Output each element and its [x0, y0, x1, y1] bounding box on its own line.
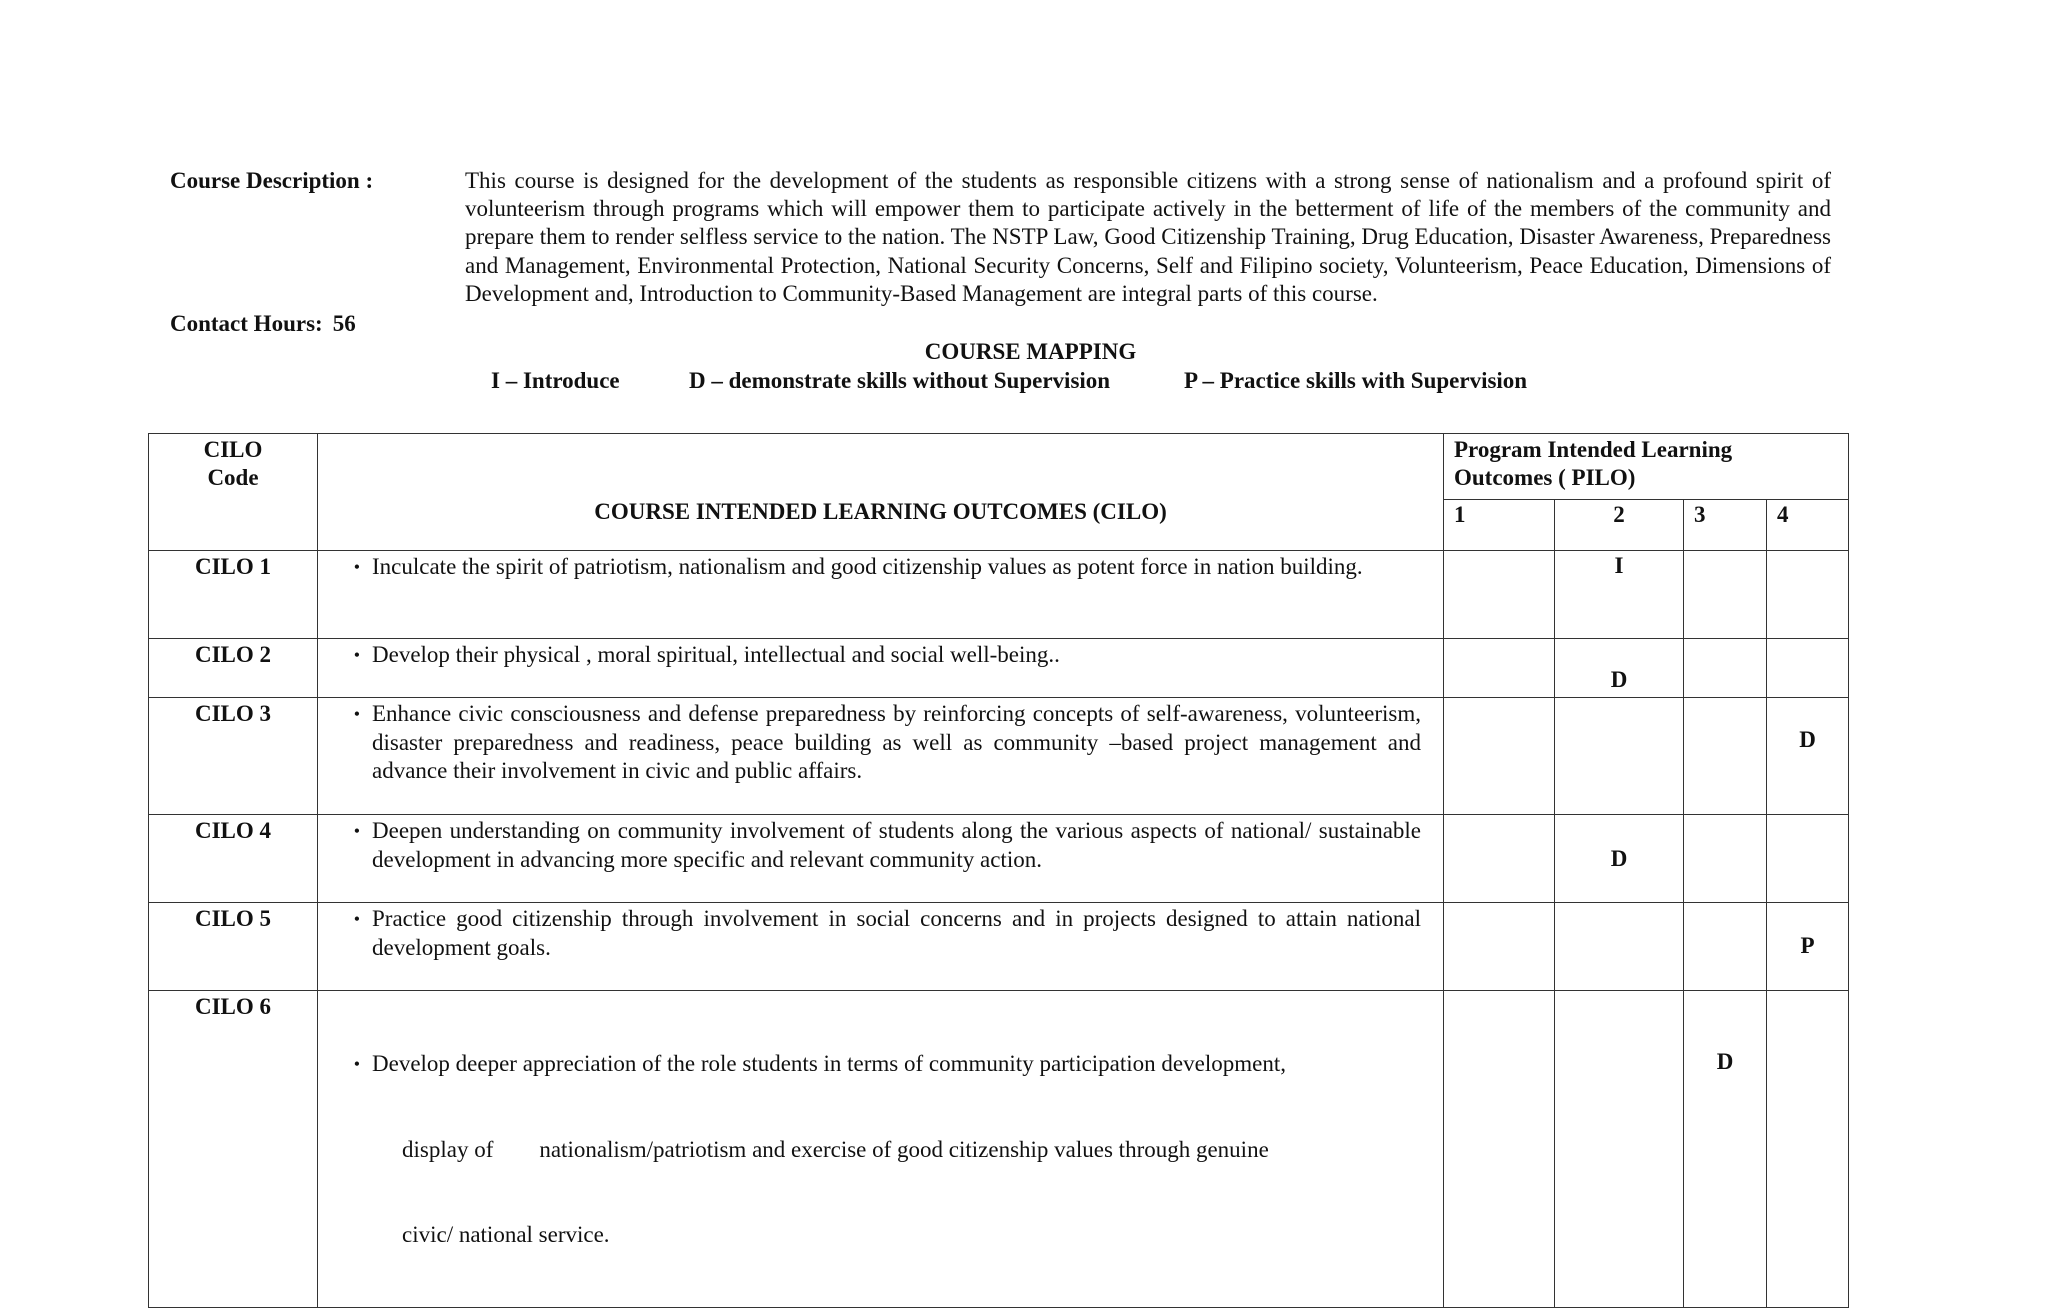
course-description-label: Course Description :	[170, 168, 374, 193]
pilo-mark	[1555, 639, 1684, 698]
pilo-mark	[1555, 698, 1684, 815]
bullet-icon: •	[353, 704, 360, 724]
pilo-mark	[1555, 551, 1684, 639]
cilo-outcome	[318, 698, 1444, 815]
pilo-mark	[1444, 698, 1555, 815]
pilo-number-2: 2	[1555, 500, 1684, 551]
pilo-mark	[1444, 903, 1555, 991]
bullet-icon: •	[353, 1054, 360, 1074]
contact-hours-label: Contact Hours:	[170, 311, 323, 336]
table-row	[149, 551, 1849, 639]
pilo-mark	[1767, 991, 1849, 1308]
pilo-mark-text: P	[1800, 933, 1815, 958]
pilo-mark	[1684, 991, 1767, 1308]
cilo-outcome	[318, 991, 1444, 1308]
header-pilo	[1444, 434, 1849, 500]
table-row	[149, 698, 1849, 815]
cilo-outcome	[318, 551, 1444, 639]
pilo-mark	[1767, 698, 1849, 815]
pilo-mark	[1555, 991, 1684, 1308]
cilo-outcome-text: Develop their physical , moral spiritual, intellectual and social well-being..	[372, 642, 1060, 667]
bullet-icon: •	[353, 909, 360, 929]
cilo-outcome-line-2: display of nationalism/patriotism and exercise of good citizenship values through genuine	[402, 1136, 1269, 1162]
pilo-mark	[1767, 815, 1849, 903]
legend-practice: P – Practice skills with Supervision	[1184, 368, 1528, 393]
pilo-number-3: 3	[1684, 500, 1767, 551]
contact-hours	[170, 311, 356, 337]
pilo-mark-text: D	[1610, 846, 1628, 871]
bullet-icon: •	[353, 557, 360, 577]
pilo-mark-text: D	[1610, 667, 1628, 692]
pilo-mark	[1444, 551, 1555, 639]
pilo-mark	[1555, 903, 1684, 991]
pilo-mark	[1684, 903, 1767, 991]
pilo-mark-text: D	[1799, 727, 1816, 752]
legend-demonstrate: D – demonstrate skills without Supervision	[689, 368, 1111, 393]
cilo-code: CILO 5	[149, 903, 318, 991]
course-mapping-table	[148, 433, 1849, 1308]
pilo-mark	[1684, 815, 1767, 903]
bullet-icon: •	[353, 645, 360, 665]
header-pilo-text: Program Intended Learning Outcomes ( PILO)	[1454, 437, 1733, 490]
cilo-outcome-text: Enhance civic consciousness and defense preparedness by reinforcing concepts of self-awareness, volunteerism, disaster preparedness and readiness, peace building as well as community –based project management and advance their involvement in civic and public affairs.	[372, 701, 1421, 783]
cilo-outcome	[318, 639, 1444, 698]
contact-hours-value: 56	[332, 311, 356, 336]
cilo-outcome	[318, 903, 1444, 991]
cilo-outcome-line-3: civic/ national service.	[402, 1222, 610, 1247]
cilo-code: CILO 6	[149, 991, 318, 1308]
cilo-code: CILO 2	[149, 639, 318, 698]
header-cilo-code-text: CILO Code	[203, 437, 263, 490]
pilo-mark	[1767, 551, 1849, 639]
cilo-code: CILO 4	[149, 815, 318, 903]
pilo-mark	[1684, 551, 1767, 639]
pilo-number-1: 1	[1444, 500, 1555, 551]
pilo-number-4: 4	[1767, 500, 1849, 551]
pilo-mark	[1444, 639, 1555, 698]
course-description-text: This course is designed for the development of the students as responsible citizens with a strong sense of nationalism and a profound spirit of volunteerism through programs which will empower them to participate actively in the betterment of life of the members of the community and prepare them to render selfless service to the nation. The NSTP Law, Good Citizenship Training, Drug Education, Disaster Awareness, Preparedness and Management, Environmental Protection, National Security Concerns, Self and Filipino society, Volunteerism, Peace Education, Dimensions of Development and, Introduction to Community-Based Management are integral parts of this course.	[465, 168, 1831, 306]
legend-introduce: I – Introduce	[491, 368, 620, 393]
cilo-outcome-text: Inculcate the spirit of patriotism, nationalism and good citizenship values as potent force in nation building.	[372, 554, 1363, 579]
table-row	[149, 815, 1849, 903]
pilo-mark-text: D	[1716, 1049, 1734, 1074]
cilo-outcome-text: Practice good citizenship through involvement in social concerns and in projects designed to attain national development goals.	[372, 906, 1421, 960]
pilo-mark-text: I	[1614, 553, 1624, 578]
table-row	[149, 903, 1849, 991]
header-cilo-code	[149, 434, 318, 551]
table-row	[149, 639, 1849, 698]
pilo-mark	[1767, 903, 1849, 991]
pilo-mark	[1444, 815, 1555, 903]
table-header-row	[149, 434, 1849, 500]
bullet-icon: •	[353, 821, 360, 841]
pilo-mark	[1684, 698, 1767, 815]
pilo-mark	[1555, 815, 1684, 903]
pilo-mark	[1767, 639, 1849, 698]
cilo-outcome-text: Deepen understanding on community involvement of students along the various aspects of national/ sustainable development in advancing more specific and relevant community action.	[372, 818, 1421, 872]
cilo-outcome-line-1: Develop deeper appreciation of the role students in terms of community participation development,	[372, 1051, 1286, 1076]
pilo-mark	[1684, 639, 1767, 698]
cilo-outcome	[318, 815, 1444, 903]
course-mapping-title: COURSE MAPPING	[924, 339, 1137, 364]
cilo-code: CILO 1	[149, 551, 318, 639]
cilo-code: CILO 3	[149, 698, 318, 815]
header-cilo: COURSE INTENDED LEARNING OUTCOMES (CILO)	[318, 434, 1444, 551]
pilo-mark	[1444, 991, 1555, 1308]
table-row	[149, 991, 1849, 1308]
